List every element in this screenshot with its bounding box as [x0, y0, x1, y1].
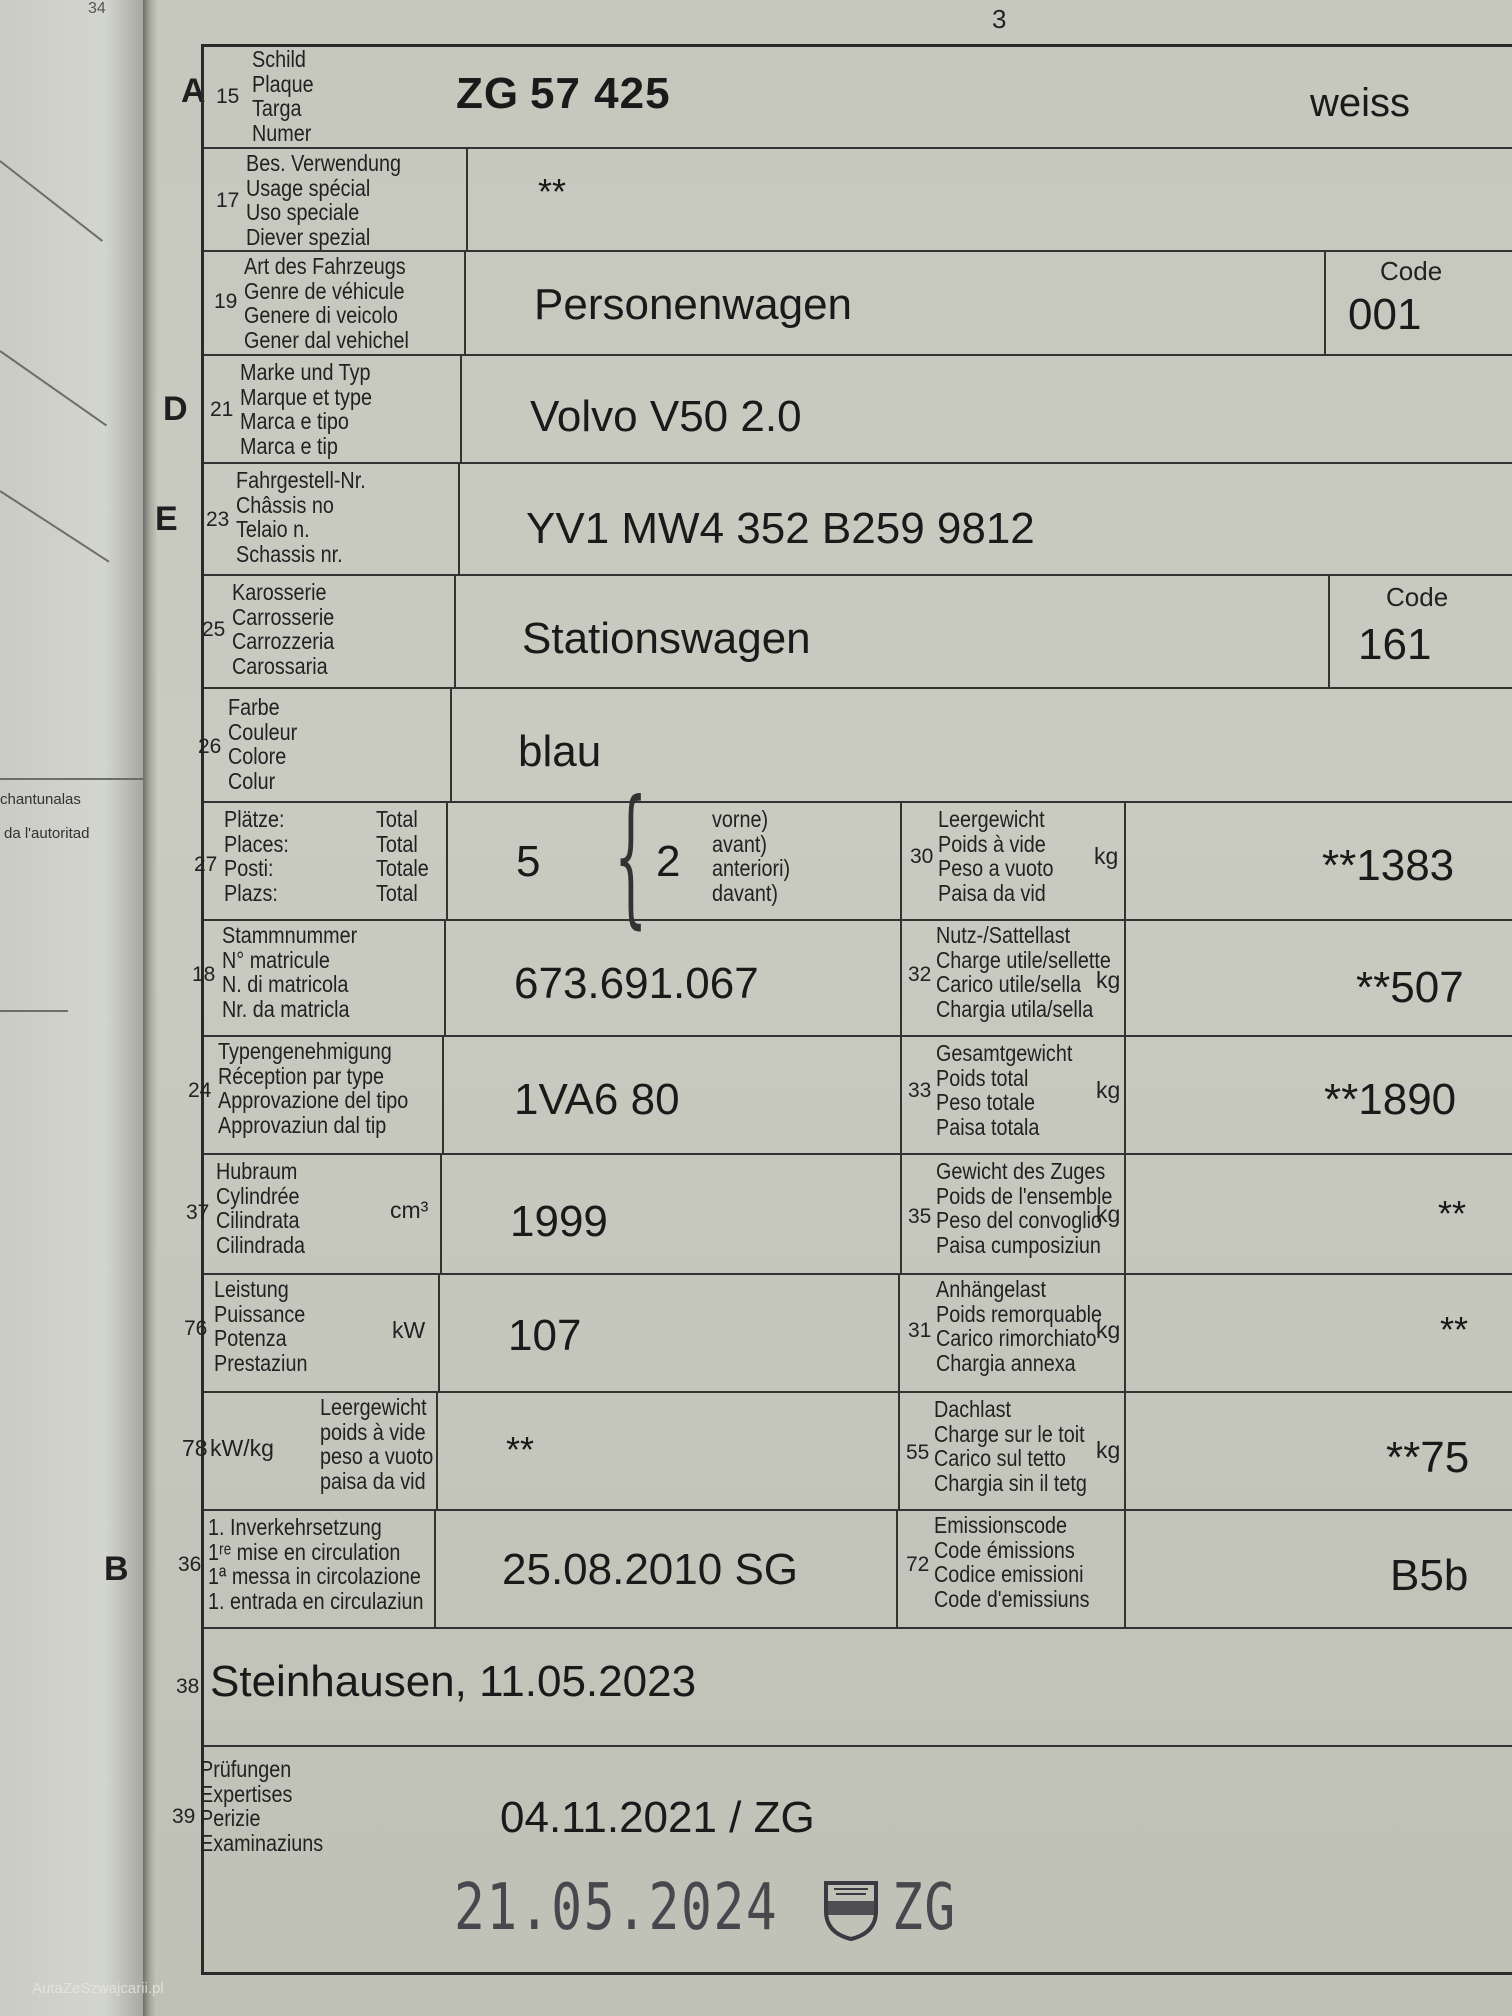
seats-labels: Plätze: Places: Posti: Plazs:: [224, 806, 289, 906]
left-page-line: [0, 160, 103, 242]
field-number: 21: [210, 398, 234, 421]
train-weight-labels: Gewicht des Zuges Poids de l'ensemble Peso del convoglio Paisa cumposiziun: [936, 1158, 1113, 1258]
unit-kg: kg: [1096, 1201, 1121, 1227]
special-use-value: **: [538, 171, 567, 212]
field-number: 32: [908, 963, 932, 986]
row-seats-empty-weight: [194, 769, 1512, 943]
displacement-value: 1999: [510, 1197, 608, 1246]
code-label: Code: [1380, 256, 1443, 286]
trailer-load-labels: Anhängelast Poids remorquable Carico rimorchiato Chargia annexa: [936, 1276, 1103, 1376]
row-vehicle-kind: [204, 250, 1512, 356]
left-page-text: da l'autoritad: [4, 825, 90, 842]
unit-kg: kg: [1096, 1077, 1121, 1103]
row-power-trailer: [184, 1273, 1512, 1393]
type-approval-labels: Typengenehmigung Réception par type Approvazione del tipo Approvaziun dal tip: [218, 1038, 409, 1138]
power-labels: Leistung Puissance Potenza Prestaziun: [214, 1276, 308, 1376]
left-page-corner-number: 34: [88, 0, 106, 17]
emissions-labels: Emissionscode Code émissions Codice emissioni Code d'emissiuns: [934, 1512, 1090, 1612]
row-displacement-train-weight: [186, 1153, 1512, 1275]
plate-color: weiss: [1310, 81, 1411, 125]
plate-number: 57 425: [530, 69, 671, 118]
field-number: 39: [172, 1805, 196, 1828]
matricule-value: 673.691.067: [514, 959, 759, 1008]
vehicle-kind-labels: Art des Fahrzeugs Genre de véhicule Genere di veicolo Gener dal vehichel: [244, 253, 409, 353]
field-number: 31: [908, 1319, 932, 1342]
train-weight-value: **: [1438, 1193, 1467, 1234]
unit-kg: kg: [1096, 1317, 1121, 1343]
field-number: 27: [194, 853, 218, 876]
trailer-load-value: **: [1440, 1309, 1469, 1350]
field-number: 17: [216, 189, 240, 212]
matricule-labels: Stammnummer N° matricule N. di matricola Nr. da matricla: [222, 922, 358, 1022]
row-power-weight-roof: [182, 1391, 1512, 1511]
left-page-divider: [0, 778, 150, 780]
make-type-labels: Marke und Typ Marque et type Marca e tipo Marca e tip: [240, 359, 372, 459]
registration-form: [172, 44, 1512, 1975]
seats-value: 5: [516, 837, 541, 886]
row-chassis: [204, 462, 1512, 576]
emissions-code-value: B5b: [1390, 1551, 1469, 1600]
field-number: 19: [214, 290, 238, 313]
unit-kw-per-kg: kW/kg: [210, 1435, 274, 1461]
chassis-labels: Fahrgestell-Nr. Châssis no Telaio n. Schassis nr.: [236, 467, 366, 567]
brace-symbol: {: [614, 769, 648, 943]
row-make-type: [204, 354, 1512, 464]
field-number: 76: [184, 1317, 208, 1340]
unit-kg: kg: [1094, 843, 1119, 869]
displacement-labels: Hubraum Cylindrée Cilindrata Cilindrada: [216, 1158, 306, 1258]
unit-cm3: cm³: [390, 1197, 429, 1223]
field-number: 35: [908, 1205, 932, 1228]
field-number: 26: [198, 735, 222, 758]
first-registration-value: 25.08.2010 SG: [502, 1545, 799, 1594]
front-seats-value: 2: [656, 837, 681, 886]
row-inspections: [172, 1745, 1512, 1972]
left-page-line: [0, 490, 110, 562]
row-place-date: [176, 1627, 1512, 1747]
section-letter-e: E: [155, 500, 178, 538]
left-page-line: [0, 350, 107, 426]
section-letter-a: A: [181, 72, 206, 110]
empty-weight-labels: Leergewicht Poids à vide Peso a vuoto Paisa da vid: [938, 806, 1054, 906]
inspection-stamp-canton: ZG: [892, 1871, 957, 1945]
field-number: 30: [910, 845, 934, 868]
type-approval-value: 1VA6 80: [514, 1075, 680, 1124]
row-matricule-payload: [192, 919, 1512, 1037]
section-letter-d: D: [163, 390, 188, 428]
special-use-labels: Bes. Verwendung Usage spécial Uso speciale Diever spezial: [246, 150, 402, 250]
first-registration-labels: 1. Inverkehrsetzung 1ʳᵉ mise en circulation 1ª messa in circolazione 1. entrada en circulaziun: [208, 1514, 424, 1614]
section-letter-b: B: [104, 1550, 129, 1588]
left-page: [0, 0, 150, 2016]
field-number: 33: [908, 1079, 932, 1102]
field-number: 37: [186, 1201, 210, 1224]
left-page-text: chantunalas: [0, 791, 81, 808]
payload-value: **507: [1356, 963, 1464, 1012]
seats-total-labels: Total Total Totale Total: [376, 806, 429, 906]
power-value: 107: [508, 1311, 582, 1360]
place-date-value: Steinhausen, 11.05.2023: [210, 1657, 697, 1706]
zug-coat-of-arms-icon: [820, 1877, 882, 1948]
body-code: 161: [1358, 620, 1432, 669]
field-number: 55: [906, 1441, 930, 1464]
inspections-labels: Prüfungen Expertises Perizie Examinaziuns: [200, 1756, 324, 1856]
field-number: 24: [188, 1079, 212, 1102]
unit-kg: kg: [1096, 1437, 1121, 1463]
total-weight-value: **1890: [1324, 1075, 1457, 1124]
book-binding: [143, 0, 157, 2016]
roof-load-labels: Dachlast Charge sur le toit Carico sul tetto Chargia sin il tetg: [934, 1396, 1087, 1496]
total-weight-labels: Gesamtgewicht Poids total Peso totale Paisa totala: [936, 1040, 1073, 1140]
plate-labels: Schild Plaque Targa Numer: [252, 46, 314, 146]
row-type-approval-total-weight: [188, 1035, 1512, 1155]
field-number: 18: [192, 963, 216, 986]
left-page-divider: [0, 1010, 68, 1012]
color-labels: Farbe Couleur Colore Colur: [228, 694, 298, 794]
field-number: 38: [176, 1675, 200, 1698]
power-weight-labels: Leergewicht poids à vide peso a vuoto paisa da vid: [320, 1394, 434, 1494]
row-color: [198, 687, 1512, 803]
vehicle-kind-code: 001: [1348, 290, 1422, 339]
inspection-stamp-date: 21.05.2024: [454, 1871, 779, 1945]
roof-load-value: **75: [1386, 1433, 1470, 1482]
make-type-value: Volvo V50 2.0: [530, 392, 802, 441]
field-number: 23: [206, 508, 230, 531]
chassis-number: YV1 MW4 352 B259 9812: [526, 504, 1035, 553]
field-number: 25: [202, 618, 226, 641]
body-labels: Karosserie Carrosserie Carrozzeria Carossaria: [232, 579, 335, 679]
unit-kg: kg: [1096, 967, 1121, 993]
empty-weight-value: **1383: [1322, 841, 1455, 890]
plate-canton: ZG: [456, 69, 520, 118]
unit-kw: kW: [392, 1317, 426, 1343]
color-value: blau: [518, 727, 602, 776]
row-plate: [204, 47, 1512, 149]
watermark: AutaZeSzwajcarii.pl: [32, 1980, 164, 1997]
last-inspection-value: 04.11.2021 / ZG: [500, 1793, 815, 1842]
power-weight-value: **: [506, 1429, 535, 1470]
row-first-registration-emissions: [178, 1509, 1512, 1629]
row-special-use: [204, 147, 1512, 252]
document-page: [104, 0, 1512, 2016]
code-label: Code: [1386, 582, 1449, 612]
vehicle-kind-value: Personenwagen: [534, 280, 853, 329]
row-body: [204, 574, 1512, 689]
field-number: 15: [216, 85, 240, 108]
body-value: Stationswagen: [522, 614, 811, 663]
front-seats-labels: vorne) avant) anteriori) davant): [712, 806, 791, 906]
field-number: 36: [178, 1553, 202, 1576]
payload-labels: Nutz-/Sattellast Charge utile/sellette Carico utile/sella Chargia utila/sella: [936, 922, 1111, 1022]
field-number: 78: [182, 1435, 208, 1461]
page-number: 3: [992, 4, 1007, 34]
field-number: 72: [906, 1553, 930, 1576]
